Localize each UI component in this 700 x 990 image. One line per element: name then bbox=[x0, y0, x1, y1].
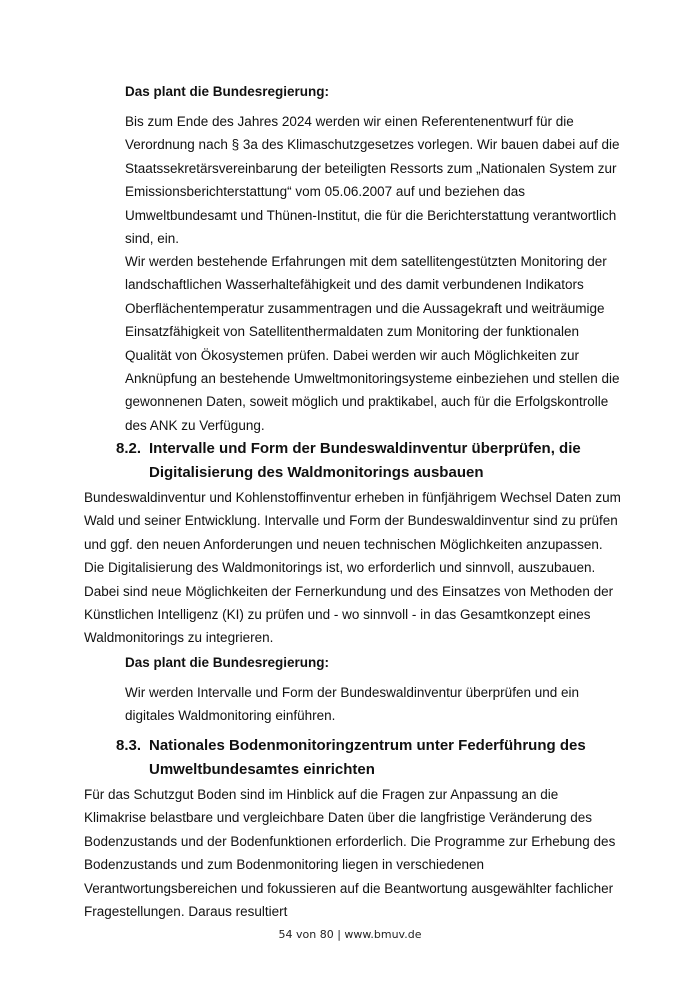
paragraph-satellite-monitoring: Wir werden bestehende Erfahrungen mit dem satellitengestützten Monitoring der landschaftlichen Wasserhaltefähigkeit und des damit verbundenen Indikators Oberflächentemperatur zusammentragen und die Aussagekraft und weiträumige Einsatzfähigkeit von Satellitenthermaldaten zum Monitoring der funktionalen Qualität von Ökosystemen prüfen. Dabei werden wir auch Möglichkeiten zur Anknüpfung an bestehende Umweltmonitoringsysteme einbeziehen und stellen die gewonnenen Daten, soweit möglich und praktikabel, auch für die Erfolgskontrolle des ANK zu Verfügung. bbox=[125, 254, 620, 433]
section-heading-8-3 bbox=[116, 734, 616, 781]
section-title-8-3: Nationales Bodenmonitoringzentrum unter Federführung des Umweltbundesamtes einrichten bbox=[149, 737, 586, 778]
paragraph-bundeswaldinventur: Bundeswaldinventur und Kohlenstoffinventur erheben in fünfjährigem Wechsel Daten zum Wald und seiner Entwicklung. Intervalle und Form der Bundeswaldinventur sind zu prüfen und ggf. den neuen Anforderungen und neuen technischen Möglichkeiten anzupassen. Die Digitalisierung des Waldmonitorings ist, wo erforderlich und sinnvoll, auszubauen. Dabei sind neue Möglichkeiten der Fernerkundung und des Einsatzes von Methoden der Künstlichen Intelligenz (KI) zu prüfen und - wo sinnvoll - in das Gesamtkonzept eines Waldmonitorings zu integrieren. bbox=[84, 490, 621, 646]
section-number-8-2: 8.2. bbox=[116, 440, 142, 457]
section-title-8-2: Intervalle und Form der Bundeswaldinventur überprüfen, die Digitalisierung des Waldmonitorings ausbauen bbox=[149, 440, 581, 481]
paragraph-waldmonitoring-plan: Wir werden Intervalle und Form der Bundeswaldinventur überprüfen und ein digitales Waldmonitoring einführen. bbox=[125, 685, 579, 724]
plan-label-1: Das plant die Bundesregierung: bbox=[125, 84, 330, 99]
page-footer: 54 von 80 | www.bmuv.de bbox=[278, 928, 422, 941]
section-heading-8-2 bbox=[116, 437, 616, 484]
paragraph-bodenmonitoring: Für das Schutzgut Boden sind im Hinblick auf die Fragen zur Anpassung an die Klimakrise belastbare und vergleichbare Daten über die langfristige Veränderung des Bodenzustands und der Bodenfunktionen erforderlich. Die Programme zur Erhebung des Bodenzustands und zum Bodenmonitoring liegen in verschiedenen Verantwortungsbereichen und fokussieren auf die Beantwortung ausgewählter fachlicher Fragestellungen. Daraus resultiert bbox=[84, 787, 616, 920]
section-number-8-3: 8.3. bbox=[116, 737, 142, 754]
paragraph-referentenentwurf: Bis zum Ende des Jahres 2024 werden wir einen Referentenentwurf für die Verordnung nach § 3a des Klimaschutzgesetzes vorlegen. Wir bauen dabei auf die Staatssekretärsvereinbarung der beteiligten Ressorts zum „Nationalen System zur Emissionsberichterstattung“ vom 05.06.2007 auf und beziehen das Umweltbundesamt und Thünen-Institut, die für die Berichterstattung verantwortlich sind, ein. bbox=[125, 114, 620, 247]
plan-label-2: Das plant die Bundesregierung: bbox=[125, 655, 330, 670]
